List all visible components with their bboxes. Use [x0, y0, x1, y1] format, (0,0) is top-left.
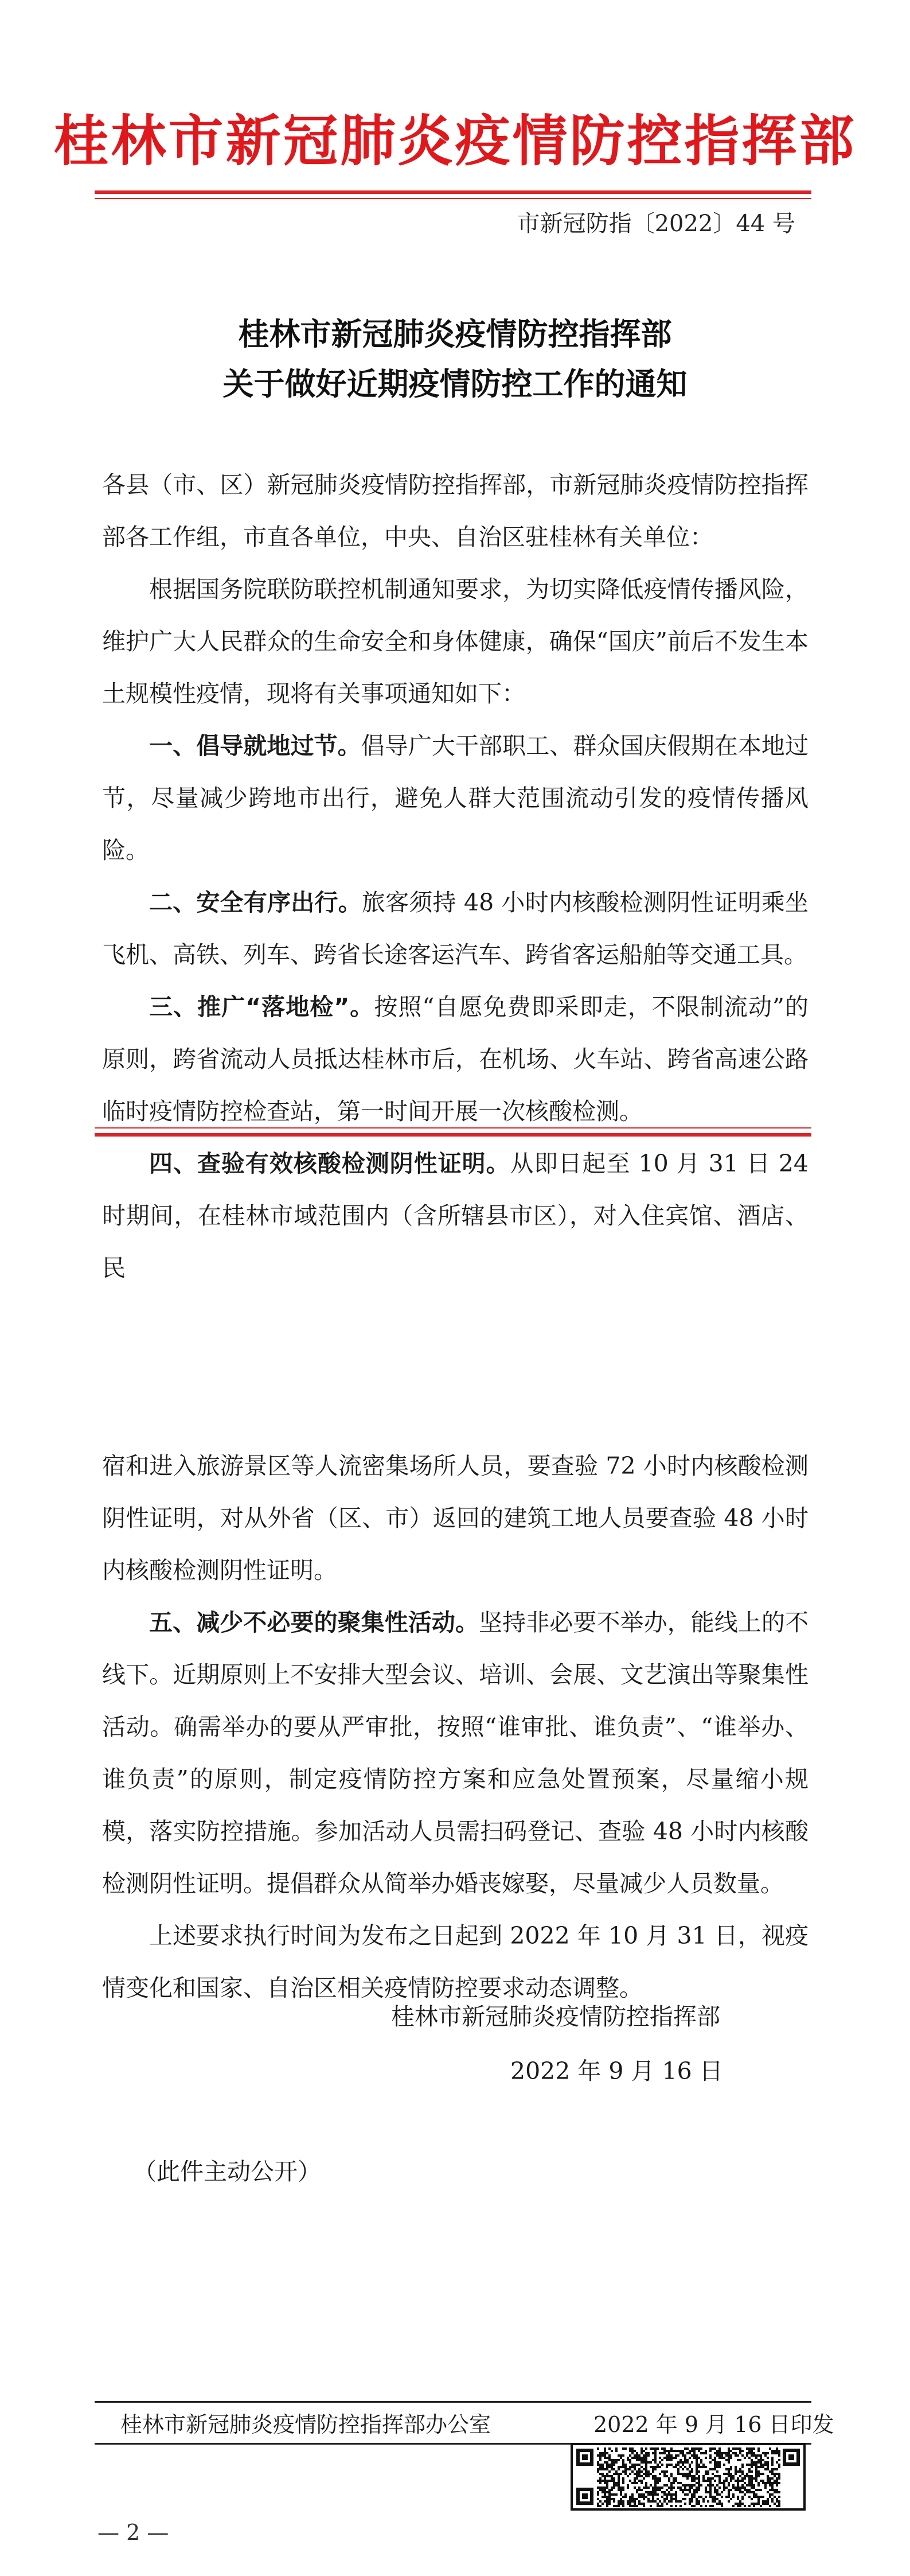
item-3 [102, 981, 809, 1138]
public-disclosure-note: （此件主动公开） [133, 2158, 321, 2185]
item-2 [102, 877, 809, 981]
signature-date: 2022 年 9 月 16 日 [510, 2057, 723, 2085]
closing-paragraph: 上述要求执行时间为发布之日起到 2022 年 10 月 31 日，视疫情变化和国家、自治区相关疫情防控要求动态调整。 [102, 1922, 809, 2002]
item-text: 坚持非必要不举办，能线上的不线下。近期原则上不安排大型会议、培训、会展、文艺演出等聚集性活动。确需举办的要从严审批，按照“谁审批、谁负责”、“谁举办、谁负责”的原则，制定疫情防控方案和应急处置预案，尽量缩小规模，落实防控措施。参加活动人员需扫码登记、查验 48 小时内核酸检测阴性证明。提倡群众从简举办婚丧嫁娶，尽量减少人员数量。 [102, 1609, 809, 1897]
masthead-rule-thick [95, 190, 811, 194]
body-section-2 [102, 1440, 809, 2014]
masthead-title: 桂林市新冠肺炎疫情防控指挥部 [53, 108, 857, 173]
item-4-continuation: 宿和进入旅游景区等人流密集场所人员，要查验 72 小时内核酸检测阴性证明，对从外省（区、市）返回的建筑工地人员要查验 48 小时内核酸检测阴性证明。 [102, 1452, 809, 1584]
document-title-line2: 关于做好近期疫情防控工作的通知 [222, 365, 688, 402]
intro-paragraph: 根据国务院联防联控机制通知要求，为切实降低疫情传播风险，维护广大人民群众的生命安全和身体健康，确保“国庆”前后不发生本土规模性疫情，现将有关事项通知如下： [102, 575, 809, 707]
body-section-1 [102, 459, 809, 1294]
item-heading: 四、查验有效核酸检测阴性证明。 [149, 1150, 510, 1177]
item-heading: 五、减少不必要的聚集性活动。 [149, 1609, 479, 1636]
item-1 [102, 720, 809, 877]
footer-rule-top [95, 2401, 811, 2403]
barcode-pattern-icon [573, 2445, 803, 2508]
document-title-line1: 桂林市新冠肺炎疫情防控指挥部 [238, 316, 672, 352]
item-5 [102, 1597, 809, 1910]
item-text: 从即日起至 10 月 31 日 24 时期间，在桂林市域范围内（含所辖县市区），对入住宾馆、酒店、民 [102, 1150, 809, 1282]
item-heading: 三、推广“落地检”。 [149, 993, 374, 1021]
signature-organization: 桂林市新冠肺炎疫情防控指挥部 [391, 2003, 720, 2030]
item-4 [102, 1138, 809, 1294]
item-heading: 一、倡导就地过节。 [149, 732, 361, 760]
masthead-rule-thin [95, 198, 811, 199]
footer-issuing-office: 桂林市新冠肺炎疫情防控指挥部办公室 [120, 2412, 491, 2437]
addressee: 各县（市、区）新冠肺炎疫情防控指挥部，市新冠肺炎疫情防控指挥部各工作组，市直各单位，中央、自治区驻桂林有关单位： [102, 471, 809, 551]
footer-print-date: 2022 年 9 月 16 日印发 [593, 2412, 834, 2437]
item-text: 按照“自愿免费即采即走，不限制流动”的原则，跨省流动人员抵达桂林市后，在机场、火车站、跨省高速公路临时疫情防控检查站，第一时间开展一次核酸检测。 [102, 993, 809, 1125]
document-number: 市新冠防指〔2022〕44 号 [517, 211, 795, 237]
item-heading: 二、安全有序出行。 [149, 889, 362, 916]
barcode-stamp [571, 2443, 806, 2511]
page-number: — 2 — [97, 2520, 169, 2545]
item-text: 倡导广大干部职工、群众国庆假期在本地过节，尽量减少跨地市出行，避免人群大范围流动引发的疫情传播风险。 [102, 732, 809, 864]
page-break-rule-thin [95, 1127, 811, 1129]
item-text: 旅客须持 48 小时内核酸检测阴性证明乘坐飞机、高铁、列车、跨省长途客运汽车、跨省客运船舶等交通工具。 [102, 889, 809, 968]
page-break-rule-thick [95, 1133, 811, 1137]
